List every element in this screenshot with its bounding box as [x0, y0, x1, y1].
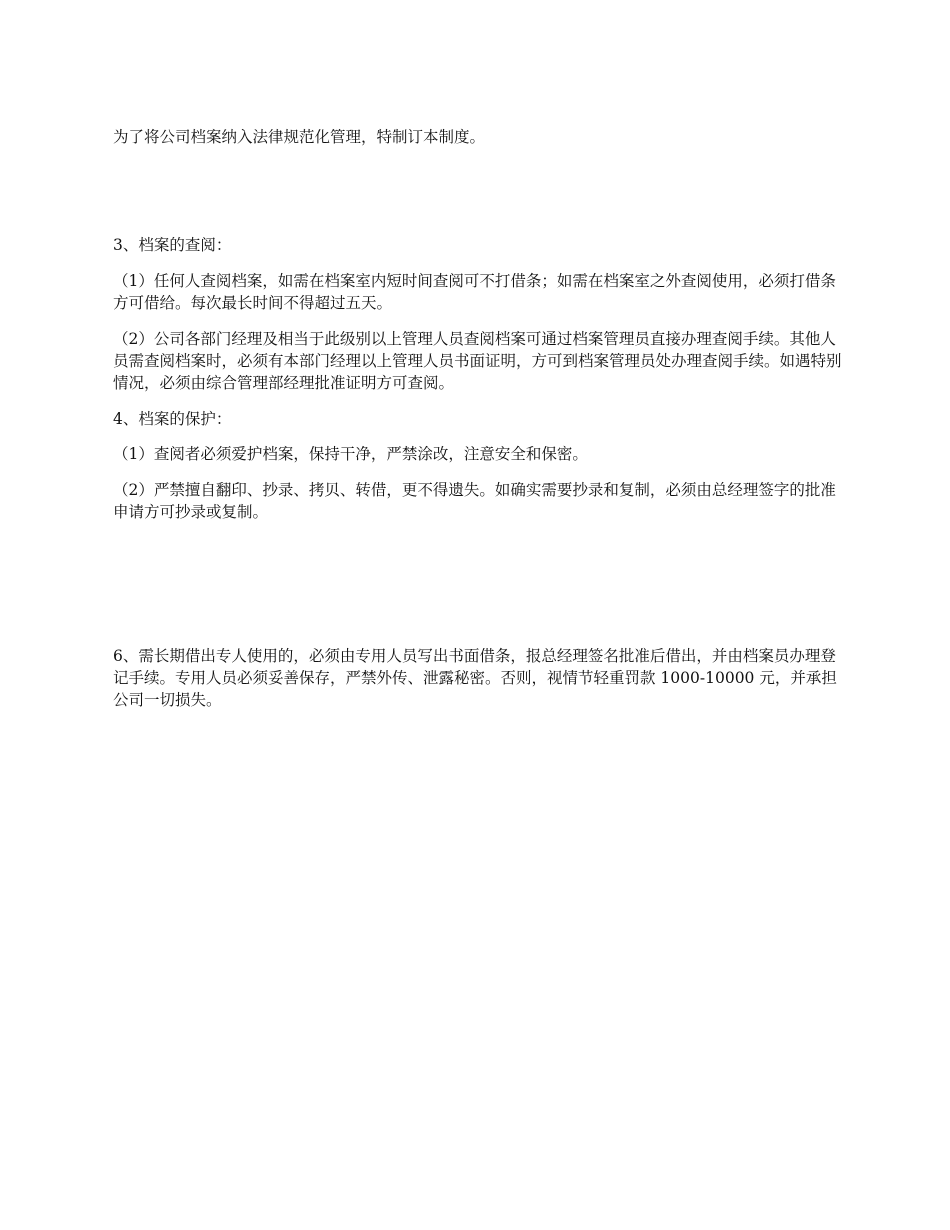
intro-paragraph: 为了将公司档案纳入法律规范化管理，特制订本制度。 — [113, 128, 486, 146]
section-3-item-1: （1）任何人查阅档案，如需在档案室内短时间查阅可不打借条；如需在档案室之外查阅使用，必须打借条方可借给。每次最长时间不得超过五天。 — [113, 272, 836, 312]
section-4-item-2: （2）严禁擅自翻印、抄录、拷贝、转借，更不得遗失。如确实需要抄录和复制，必须由总经理签字的批准申请方可抄录或复制。 — [113, 481, 836, 521]
section-3-item-2: （2）公司各部门经理及相当于此级别以上管理人员查阅档案可通过档案管理员直接办理查阅手续。其他人员需查阅档案时，必须有本部门经理以上管理人员书面证明，方可到档案管理员处办理查阅手续。如遇特别情况，必须由综合管理部经理批准证明方可查阅。 — [113, 330, 842, 392]
section-3-heading: 3、档案的查阅： — [113, 236, 232, 254]
section-4-heading: 4、档案的保护： — [113, 410, 232, 428]
section-4-item-1: （1）查阅者必须爱护档案，保持干净，严禁涂改，注意安全和保密。 — [113, 445, 588, 463]
section-6-paragraph: 6、需长期借出专人使用的，必须由专用人员写出书面借条，报总经理签名批准后借出，并由档案员办理登记手续。专用人员必须妥善保存，严禁外传、泄露秘密。否则，视情节轻重罚款 1000-10000 元，并承担公司一切损失。 — [113, 647, 837, 709]
